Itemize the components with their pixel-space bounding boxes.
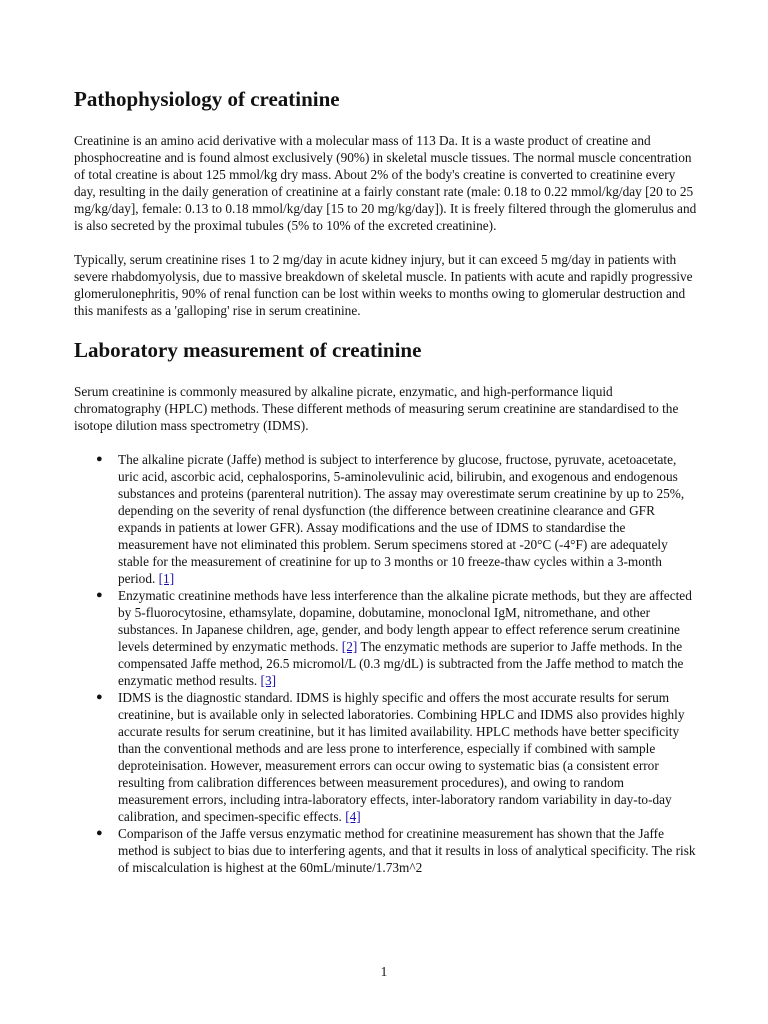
paragraph-measurement-intro: Serum creatinine is commonly measured by alkaline picrate, enzymatic, and high-performance liquid chromatography (HPLC) methods. These different methods of measuring serum creatinine are standardised to the isotope dilution mass spectrometry (IDMS). — [74, 384, 679, 433]
list-item-text: Comparison of the Jaffe versus enzymatic method for creatinine measurement has shown that the Jaffe method is subject to bias due to interfering agents, and that it results in loss of analytical specificity. The risk of miscalculation is highest at the 60mL/minute/1.73m^2 — [118, 826, 696, 875]
list-item-idms — [74, 689, 698, 825]
bullet-icon: ● — [96, 827, 103, 839]
bullet-icon: ● — [96, 691, 103, 703]
list-item-enzymatic — [74, 587, 698, 689]
list-item-text-continued: The enzymatic methods are superior to Jaffe methods. In the compensated Jaffe method, 26.5 micromol/L (0.3 mg/dL) is subtracted from the Jaffe method to match the enzymatic method results. — [118, 639, 684, 688]
list-item-text: IDMS is the diagnostic standard. IDMS is highly specific and offers the most accurate results for serum creatinine, but is available only in selected laboratories. Combining HPLC and IDMS also provides highly accurate results for serum creatinine, but it has limited availability. HPLC methods have better specificity than the conventional methods and are less prone to interference, especially if combined with sample deproteinisation. However, measurement errors can occur owing to systematic bias (a consistent error resulting from calibration differences between measurement procedures), and owing to random measurement errors, including intra-laboratory effects, inter-laboratory random variability in day-to-day calibration, and specimen-specific effects. — [118, 690, 685, 824]
document-page — [74, 86, 698, 876]
list-item-jaffe — [74, 451, 698, 587]
list-item-text: The alkaline picrate (Jaffe) method is subject to interference by glucose, fructose, pyruvate, acetoacetate, uric acid, ascorbic acid, cephalosporins, 5-aminolevulinic acid, bilirubin, and exogenous and endogenous substances and proteins (parenteral nutrition). The assay may overestimate serum creatinine by up to 25%, depending on the severity of renal dysfunction (the difference between creatinine clearance and GFR expands in patients at lower GFR). Assay modifications and the use of IDMS to standardise the measurement have not eliminated this problem. Serum specimens stored at -20°C (-4°F) are adequately stable for the measurement of creatinine for up to 3 months or 10 freeze-thaw cycles within a 3-month period. — [118, 452, 685, 586]
paragraph-creatinine-origin: Creatinine is an amino acid derivative with a molecular mass of 113 Da. It is a waste product of creatine and phosphocreatine and is found almost exclusively (90%) in skeletal muscle tissues. The normal muscle concentration of total creatine is about 125 mmol/kg dry mass. About 2% of the body's creatine is converted to creatinine every day, resulting in the daily generation of creatinine at a fairly constant rate (male: 0.18 to 0.22 mmol/kg/day [20 to 25 mg/kg/day], female: 0.13 to 0.18 mmol/kg/day [15 to 20 mg/kg/day]). It is freely filtered through the glomerulus and is also secreted by the proximal tubules (5% to 10% of the excreted creatinine). — [74, 133, 697, 233]
section-title-lab-measurement: Laboratory measurement of creatinine — [74, 338, 422, 362]
reference-link-1[interactable]: [1] — [158, 571, 175, 586]
reference-link-2[interactable]: [2] — [341, 639, 358, 654]
paragraph-serum-rise: Typically, serum creatinine rises 1 to 2 mg/day in acute kidney injury, but it can exceed 5 mg/day in patients with severe rhabdomyolysis, due to massive breakdown of skeletal muscle. In patients with acute and rapidly progressive glomerulonephritis, 90% of renal function can be lost within weeks to months owing to glomerular destruction and this manifests as a 'galloping' rise in serum creatinine. — [74, 252, 693, 318]
bullet-icon: ● — [96, 453, 103, 465]
list-item-comparison — [74, 825, 698, 876]
reference-link-3[interactable]: [3] — [260, 673, 277, 688]
bullet-icon: ● — [96, 589, 103, 601]
measurement-methods-list — [74, 451, 698, 876]
page-number: 1 — [380, 964, 388, 979]
list-item-text: Enzymatic creatinine methods have less interference than the alkaline picrate methods, but they are affected by 5-fluorocytosine, ethamsylate, dopamine, dobutamine, monoclonal IgM, nitromethane, and other substances. In Japanese children, age, gender, and body length appear to effect reference serum creatinine levels determined by enzymatic methods. — [118, 588, 692, 654]
section-title-pathophysiology: Pathophysiology of creatinine — [74, 87, 340, 111]
reference-link-4[interactable]: [4] — [345, 809, 361, 824]
